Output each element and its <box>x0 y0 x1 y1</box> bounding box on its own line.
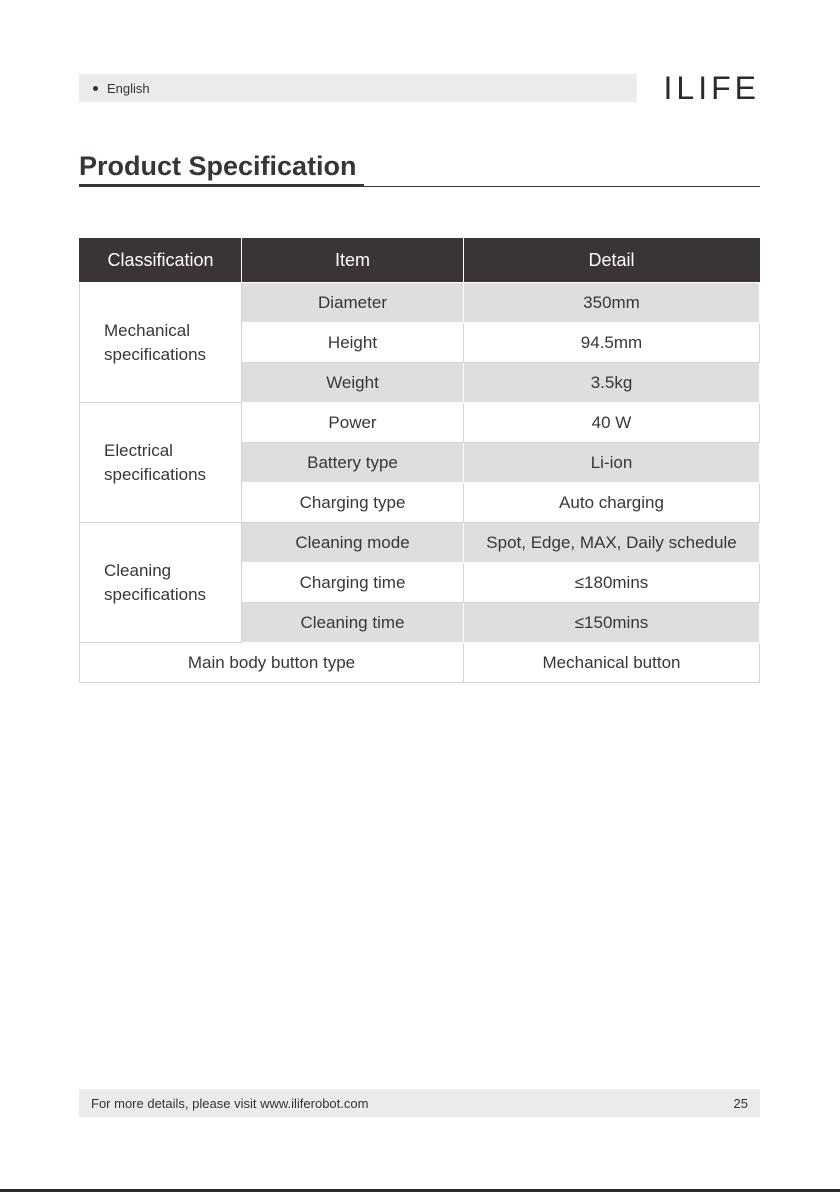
classification-cell <box>80 523 242 643</box>
classification-line: Mechanical <box>104 320 190 340</box>
detail-cell: ≤150mins <box>464 603 760 643</box>
table-row <box>80 643 760 683</box>
classification-line: Electrical <box>104 440 173 460</box>
item-cell: Charging time <box>242 563 464 603</box>
classification-cell <box>80 283 242 403</box>
table-row <box>80 523 760 563</box>
detail-cell: Li-ion <box>464 443 760 483</box>
button-type-label-cell: Main body button type <box>80 643 464 683</box>
detail-cell: Auto charging <box>464 483 760 523</box>
detail-cell: 3.5kg <box>464 363 760 403</box>
item-cell: Battery type <box>242 443 464 483</box>
item-cell: Power <box>242 403 464 443</box>
footer-text: For more details, please visit www.iliferobot.com <box>91 1095 369 1111</box>
spec-table <box>79 238 760 683</box>
page-title: Product Specification <box>79 151 357 181</box>
brand-logo: ILIFE <box>663 70 760 106</box>
table-row <box>80 403 760 443</box>
detail-cell: 40 W <box>464 403 760 443</box>
detail-cell: 94.5mm <box>464 323 760 363</box>
table-header-row <box>80 239 760 283</box>
header-detail: Detail <box>464 239 760 283</box>
header-classification: Classification <box>80 239 242 283</box>
classification-line: specifications <box>104 344 207 364</box>
item-cell: Cleaning mode <box>242 523 464 563</box>
classification-line: specifications <box>104 464 207 484</box>
header-item: Item <box>242 239 464 283</box>
page-footer <box>79 1089 760 1117</box>
table-row <box>80 283 760 323</box>
item-cell: Height <box>242 323 464 363</box>
detail-cell: Spot, Edge, MAX, Daily schedule <box>464 523 760 563</box>
button-type-detail-cell: Mechanical button <box>464 643 760 683</box>
classification-cell <box>80 403 242 523</box>
detail-cell: 350mm <box>464 283 760 323</box>
item-cell: Diameter <box>242 283 464 323</box>
classification-line: Cleaning <box>104 560 172 580</box>
classification-line: specifications <box>104 584 207 604</box>
item-cell: Cleaning time <box>242 603 464 643</box>
language-bar <box>79 74 637 102</box>
page-number: 25 <box>733 1095 748 1111</box>
bullet-icon <box>93 86 98 91</box>
language-label: English <box>107 80 150 96</box>
item-cell: Charging type <box>242 483 464 523</box>
detail-cell: ≤180mins <box>464 563 760 603</box>
item-cell: Weight <box>242 363 464 403</box>
title-underline <box>79 184 364 187</box>
